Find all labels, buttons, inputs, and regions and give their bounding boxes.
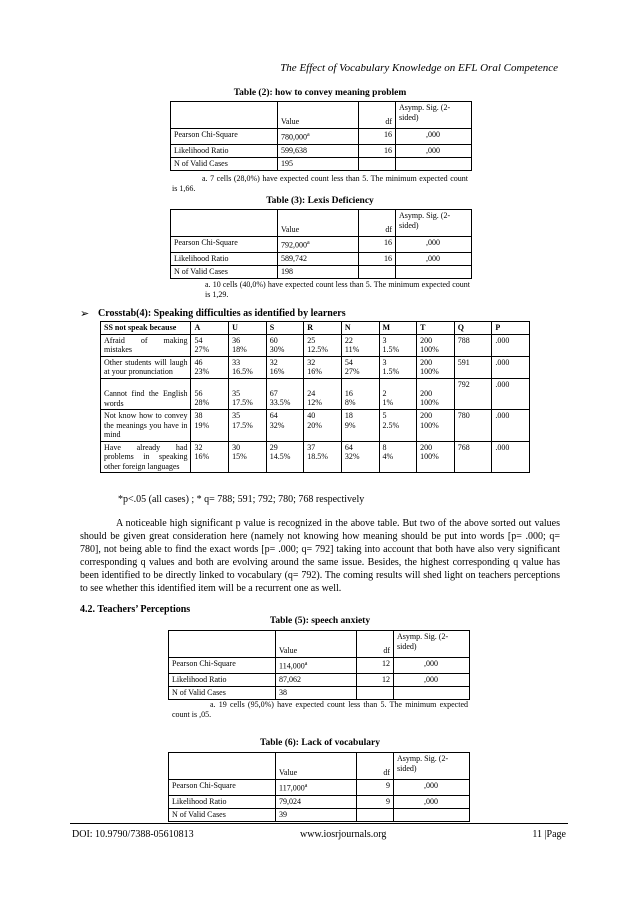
table5-row-value: 87,062 [276, 673, 357, 686]
table5-head-value: Value [276, 631, 357, 658]
crosstab-row-label: Have already had problems in speaking other foreign languages [101, 441, 191, 473]
footnote-marker: a [307, 240, 310, 246]
crosstab-cell: .000 [492, 334, 530, 356]
table6-row-sig: ,000 [394, 780, 470, 796]
crosstab-cell: 30 15% [229, 441, 267, 473]
crosstab-cell: 200 100% [417, 378, 455, 410]
crosstab-cell: 64 32% [341, 441, 379, 473]
table2-row-label: Likelihood Ratio [171, 144, 278, 157]
crosstab-cell: 46 23% [191, 356, 229, 378]
crosstab-row [101, 334, 530, 356]
crosstab-row [101, 378, 530, 410]
table5 [168, 630, 470, 700]
table3-row [171, 265, 472, 278]
crosstab-cell: 38 19% [191, 410, 229, 442]
crosstab-title: Crosstab(4): Speaking difficulties as identified by learners [98, 308, 346, 319]
crosstab-cell: 200 100% [417, 441, 455, 473]
table3-head-value: Value [278, 210, 359, 237]
table3-row [171, 252, 472, 265]
crosstab-header-cell: Q [454, 322, 492, 335]
table5-row-df: 12 [357, 658, 394, 674]
table3-head-df: df [359, 210, 396, 237]
crosstab-row [101, 410, 530, 442]
crosstab-cell: 35 17.5% [229, 378, 267, 410]
table3-head-asymp: Asymp. Sig. (2-sided) [396, 210, 472, 237]
table2-footnote: a. 7 cells (28,0%) have expected count less than 5. The minimum expected count is 1,66. [172, 174, 468, 193]
crosstab-cell: 8 4% [379, 441, 417, 473]
table6-row [169, 795, 470, 808]
crosstab-cell: 54 27% [191, 334, 229, 356]
table5-title: Table (5): speech anxiety [269, 616, 371, 626]
crosstab-header-cell: N [341, 322, 379, 335]
crosstab-row-label: Not know how to convey the meanings you have in mind [101, 410, 191, 442]
crosstab-cell: 3 1.5% [379, 334, 417, 356]
table2-row [171, 157, 472, 170]
table3-row-sig: ,000 [396, 252, 472, 265]
crosstab-table [100, 321, 530, 473]
section-heading: 4.2. Teachers’ Perceptions [80, 604, 191, 615]
table3-row-value: 792,000 [281, 240, 307, 250]
table2-row-value: 780,000 [281, 132, 307, 142]
crosstab-cell: 792 [454, 378, 492, 410]
table6-row-value: 117,000 [279, 783, 305, 793]
crosstab-cell: .000 [492, 410, 530, 442]
table6-row-label: Likelihood Ratio [169, 795, 276, 808]
crosstab-cell: .000 [492, 356, 530, 378]
table5-row-df: 12 [357, 673, 394, 686]
table2-title: Table (2): how to convey meaning problem [233, 88, 407, 98]
table2-row-value: 599,638 [278, 144, 359, 157]
crosstab-cell: 64 32% [266, 410, 304, 442]
crosstab-cell: 32 16% [304, 356, 342, 378]
table5-row-label: Likelihood Ratio [169, 673, 276, 686]
table6-row-value: 39 [276, 808, 357, 821]
crosstab-row [101, 356, 530, 378]
crosstab-cell: 18 9% [341, 410, 379, 442]
table3-row-df: 16 [359, 237, 396, 253]
table6-row-label: Pearson Chi-Square [169, 780, 276, 796]
table2-row [171, 129, 472, 145]
table5-row-value: 114,000 [279, 661, 305, 671]
crosstab-note: *p<.05 (all cases) ; * q= 788; 591; 792; 780; 768 respectively [118, 494, 365, 505]
table2-head-row [171, 102, 472, 129]
crosstab-cell: 780 [454, 410, 492, 442]
crosstab-cell: 54 27% [341, 356, 379, 378]
table2-row-sig: ,000 [396, 144, 472, 157]
table3-row-label: Pearson Chi-Square [171, 237, 278, 253]
table2-head-df: df [359, 102, 396, 129]
crosstab-cell: 788 [454, 334, 492, 356]
crosstab-row [101, 441, 530, 473]
crosstab-cell: 36 18% [229, 334, 267, 356]
table5-row-sig: ,000 [394, 658, 470, 674]
footnote-marker: a [304, 783, 308, 789]
table2-head-value: Value [278, 102, 359, 129]
table5-footnote: a. 19 cells (95,0%) have expected count less than 5. The minimum expected count is ,05. [172, 700, 468, 719]
running-header: The Effect of Vocabulary Knowledge on EFL Oral Competence [280, 62, 558, 74]
table5-row-label: N of Valid Cases [169, 686, 276, 699]
crosstab-header-row [101, 322, 530, 335]
table6-row-df: 9 [357, 780, 394, 796]
table6-head-asymp: Asymp. Sig. (2-sided) [394, 753, 470, 780]
crosstab-cell: 37 18.5% [304, 441, 342, 473]
crosstab-cell: 32 16% [266, 356, 304, 378]
crosstab-cell: .000 [492, 441, 530, 473]
table3-row [171, 237, 472, 253]
table2 [170, 101, 472, 171]
table5-head-df: df [357, 631, 394, 658]
crosstab-row-label: Afraid of making mistakes [101, 334, 191, 356]
crosstab-cell: 56 28% [191, 378, 229, 410]
table5-row-value: 38 [276, 686, 357, 699]
crosstab-cell: 200 100% [417, 356, 455, 378]
crosstab-header-cell: SS not speak because [101, 322, 191, 335]
crosstab-cell: 591 [454, 356, 492, 378]
table6 [168, 752, 470, 822]
crosstab-cell: 25 12.5% [304, 334, 342, 356]
table5-row-sig: ,000 [394, 673, 470, 686]
crosstab-cell: 22 11% [341, 334, 379, 356]
table6-row-value: 79,024 [276, 795, 357, 808]
crosstab-cell: 29 14.5% [266, 441, 304, 473]
crosstab-cell: 200 100% [417, 410, 455, 442]
table6-row-label: N of Valid Cases [169, 808, 276, 821]
crosstab-cell: 32 16% [191, 441, 229, 473]
crosstab-cell: 2 1% [379, 378, 417, 410]
crosstab-row-label: Other students will laugh at your pronunciation [101, 356, 191, 378]
crosstab-cell: 200 100% [417, 334, 455, 356]
table6-row-df: 9 [357, 795, 394, 808]
table2-row-value: 195 [278, 157, 359, 170]
body-paragraph: A noticeable high significant p value is recognized in the above table. But two of the above sorted out values should be given great consideration here (namely not knowing how meaning should be put into words [p= .000; q= 780], not being able to find the exact words [p= .000; q= 792] taking into account that both have also very significant corresponding q values and both are evolving around the same issue. Besides, the highest corresponding q value has been identified to be directly linked to vocabulary (q= 792). The coming results will shed light on teachers perceptions to see whether this identified item will be a recurrent one as well. [80, 518, 560, 594]
table6-row [169, 780, 470, 796]
crosstab-header-cell: S [266, 322, 304, 335]
crosstab-cell: 768 [454, 441, 492, 473]
footer-site: www.iosrjournals.org [300, 829, 387, 840]
table6-head-df: df [357, 753, 394, 780]
crosstab-cell: 5 2.5% [379, 410, 417, 442]
table2-row-sig: ,000 [396, 129, 472, 145]
table6-row-sig: ,000 [394, 795, 470, 808]
table3-footnote: a. 10 cells (40,0%) have expected count less than 5. The minimum expected count is 1,29. [205, 280, 470, 299]
table3 [170, 209, 472, 279]
crosstab-header-cell: U [229, 322, 267, 335]
table5-row [169, 673, 470, 686]
table2-row-label: Pearson Chi-Square [171, 129, 278, 145]
table2-row-label: N of Valid Cases [171, 157, 278, 170]
bullet-arrow-icon: ➢ [80, 307, 90, 320]
table3-row-value: 589,742 [278, 252, 359, 265]
footer-doi: DOI: 10.9790/7388-05610813 [72, 829, 194, 840]
crosstab-cell: 67 33.5% [266, 378, 304, 410]
table5-row [169, 658, 470, 674]
table6-row [169, 808, 470, 821]
table3-row-label: N of Valid Cases [171, 265, 278, 278]
footnote-marker: a [307, 132, 310, 138]
crosstab-cell: .000 [492, 378, 530, 410]
table2-row-df: 16 [359, 144, 396, 157]
table2-row-df: 16 [359, 129, 396, 145]
footer-rule [70, 823, 568, 824]
crosstab-cell: 60 30% [266, 334, 304, 356]
table6-title: Table (6): Lack of vocabulary [260, 738, 380, 748]
footnote-marker: a [304, 661, 308, 667]
crosstab-header-cell: T [417, 322, 455, 335]
table3-row-value: 198 [278, 265, 359, 278]
crosstab-header-cell: P [492, 322, 530, 335]
crosstab-cell: 35 17.5% [229, 410, 267, 442]
crosstab-header-cell: M [379, 322, 417, 335]
table3-row-sig: ,000 [396, 237, 472, 253]
table3-row-label: Likelihood Ratio [171, 252, 278, 265]
table2-row [171, 144, 472, 157]
table2-head-asymp: Asymp. Sig. (2-sided) [396, 102, 472, 129]
table5-row-label: Pearson Chi-Square [169, 658, 276, 674]
table5-head-row [169, 631, 470, 658]
table5-row [169, 686, 470, 699]
table3-row-df: 16 [359, 252, 396, 265]
crosstab-cell: 3 1.5% [379, 356, 417, 378]
crosstab-cell: 24 12% [304, 378, 342, 410]
footer-page: 11 |Page [532, 829, 566, 840]
table6-head-row [169, 753, 470, 780]
crosstab-header-cell: A [191, 322, 229, 335]
table5-head-asymp: Asymp. Sig. (2-sided) [394, 631, 470, 658]
table3-title: Table (3): Lexis Deficiency [266, 196, 374, 206]
crosstab-cell: 16 8% [341, 378, 379, 410]
crosstab-header-cell: R [304, 322, 342, 335]
crosstab-cell: 40 20% [304, 410, 342, 442]
table6-head-value: Value [276, 753, 357, 780]
crosstab-cell: 33 16.5% [229, 356, 267, 378]
crosstab-row-label: Cannot find the English words [101, 378, 191, 410]
table3-head-row [171, 210, 472, 237]
